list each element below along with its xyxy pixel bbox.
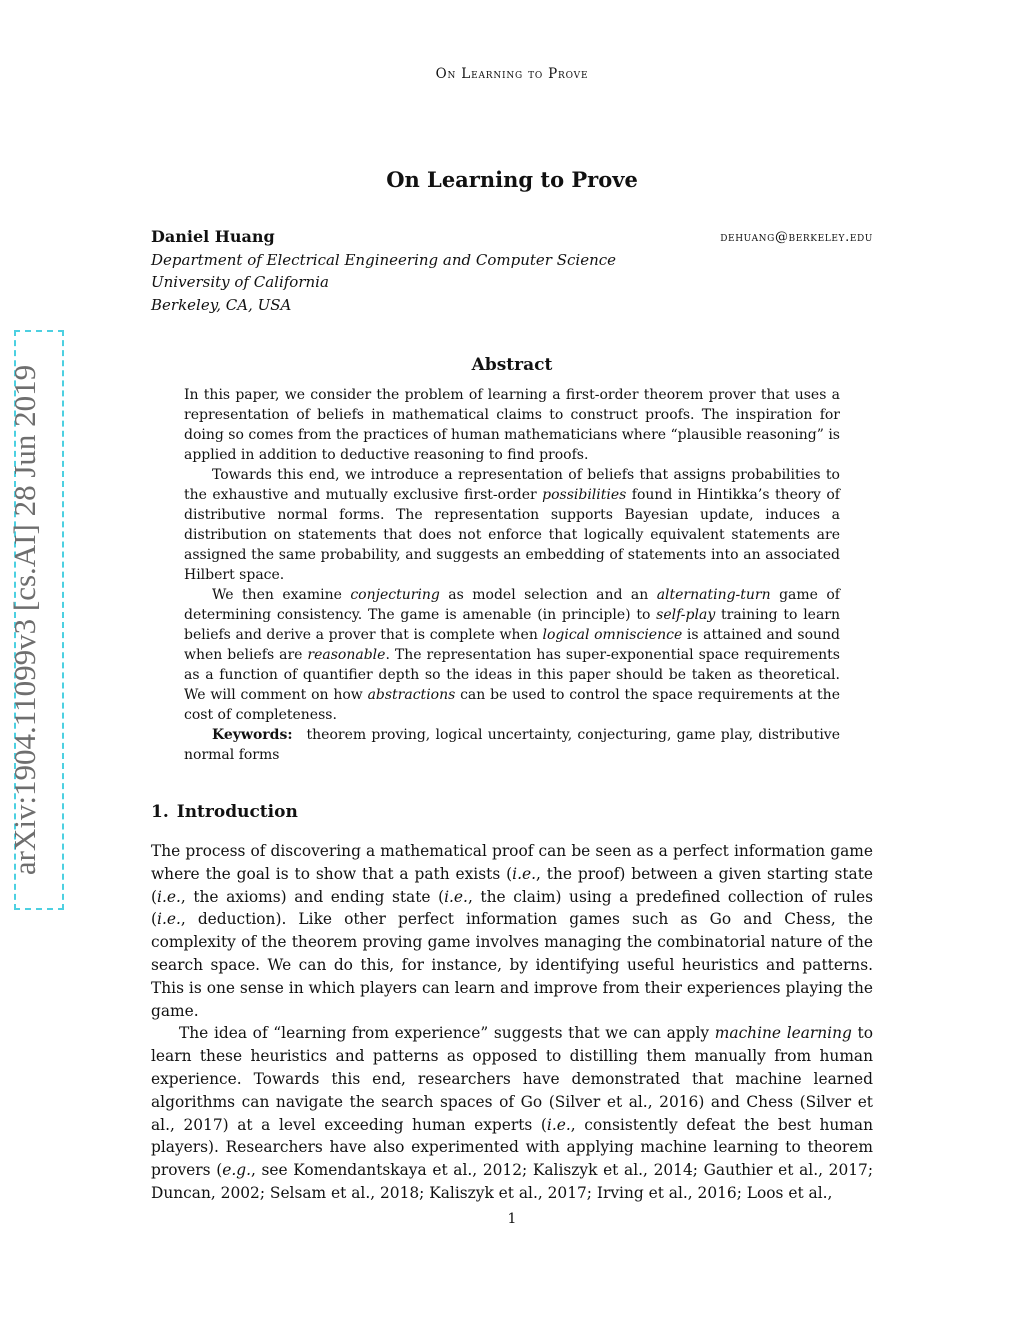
introduction-body — [151, 840, 873, 1205]
section-number: 1. — [151, 802, 169, 822]
keywords — [184, 725, 840, 765]
abstract-paragraph-1: In this paper, we consider the problem of learning a first-order theorem prover that uses a representation of beliefs in mathematical claims to construct proofs. The inspiration for doing so comes from the practices of human mathematicians where “plausible reasoning” is applied in addition to deductive reasoning to find proofs. — [184, 387, 840, 463]
affiliation-department: Department of Electrical Engineering and Computer Science — [151, 251, 617, 269]
abstract-heading: Abstract — [471, 355, 553, 375]
running-head: On Learning to Prove — [435, 66, 589, 82]
intro-paragraph-1: The process of discovering a mathematical proof can be seen as a perfect information game where the goal is to show that a path exists (i.e., the proof) between a given starting state (i.e., the axioms) and ending state (i.e., the claim) using a predefined collection of rules (i.e., deduction). Like other perfect information games such as Go and Chess, the complexity of the theorem proving game involves managing the combinatorial nature of the search space. We can do this, for instance, by identifying useful heuristics and patterns. This is one sense in which players can learn and improve from their experiences playing the game. — [151, 842, 874, 1020]
keywords-list: theorem proving, logical uncertainty, conjecturing, game play, distributive normal forms — [184, 727, 840, 763]
author-name: Daniel Huang — [151, 227, 275, 246]
keywords-label: Keywords: — [212, 727, 293, 743]
arxiv-identifier[interactable]: arXiv:1904.11099v3 [cs.AI] 28 Jun 2019 — [7, 364, 42, 876]
abstract-body — [184, 385, 840, 765]
author-email[interactable]: dehuang@berkeley.edu — [720, 230, 873, 245]
section-title: Introduction — [176, 802, 298, 822]
affiliation-location: Berkeley, CA, USA — [151, 296, 292, 314]
section-heading-introduction — [151, 802, 298, 822]
abstract-paragraph-2: Towards this end, we introduce a representation of beliefs that assigns probabilities to the exhaustive and mutually exclusive first-order possibilities found in Hintikka’s theory of distributive normal forms. The representation supports Bayesian update, induces a distribution on statements that does not enforce that logically equivalent statements are assigned the same probability, and suggests an embedding of statements into an associated Hilbert space. — [184, 467, 840, 583]
abstract-paragraph-3: We then examine conjecturing as model selection and an alternating-turn game of determining consistency. The game is amenable (in principle) to self-play training to learn beliefs and derive a prover that is complete when logical omniscience is attained and sound when beliefs are reasonable. The representation has super-exponential space requirements as a function of quantifier depth so the ideas in this paper should be taken as theoretical. We will comment on how abstractions can be used to control the space requirements at the cost of completeness. — [184, 587, 841, 723]
page-number: 1 — [507, 1211, 517, 1227]
paper-title: On Learning to Prove — [386, 167, 638, 192]
affiliation-university: University of California — [151, 273, 329, 291]
intro-paragraph-2: The idea of “learning from experience” suggests that we can apply machine learning to learn these heuristics and patterns as opposed to distilling them manually from human experience. Towards this end, researchers have demonstrated that machine learned algorithms can navigate the search spaces of Go (Silver et al., 2016) and Chess (Silver et al., 2017) at a level exceeding human experts (i.e., consistently defeat the best human players). Researchers have also experimented with applying machine learning to theorem provers (e.g., see Komendantskaya et al., 2012; Kaliszyk et al., 2014; Gauthier et al., 2017; Duncan, 2002; Selsam et al., 2018; Kaliszyk et al., 2017; Irving et al., 2016; Loos et al., — [151, 1024, 874, 1202]
